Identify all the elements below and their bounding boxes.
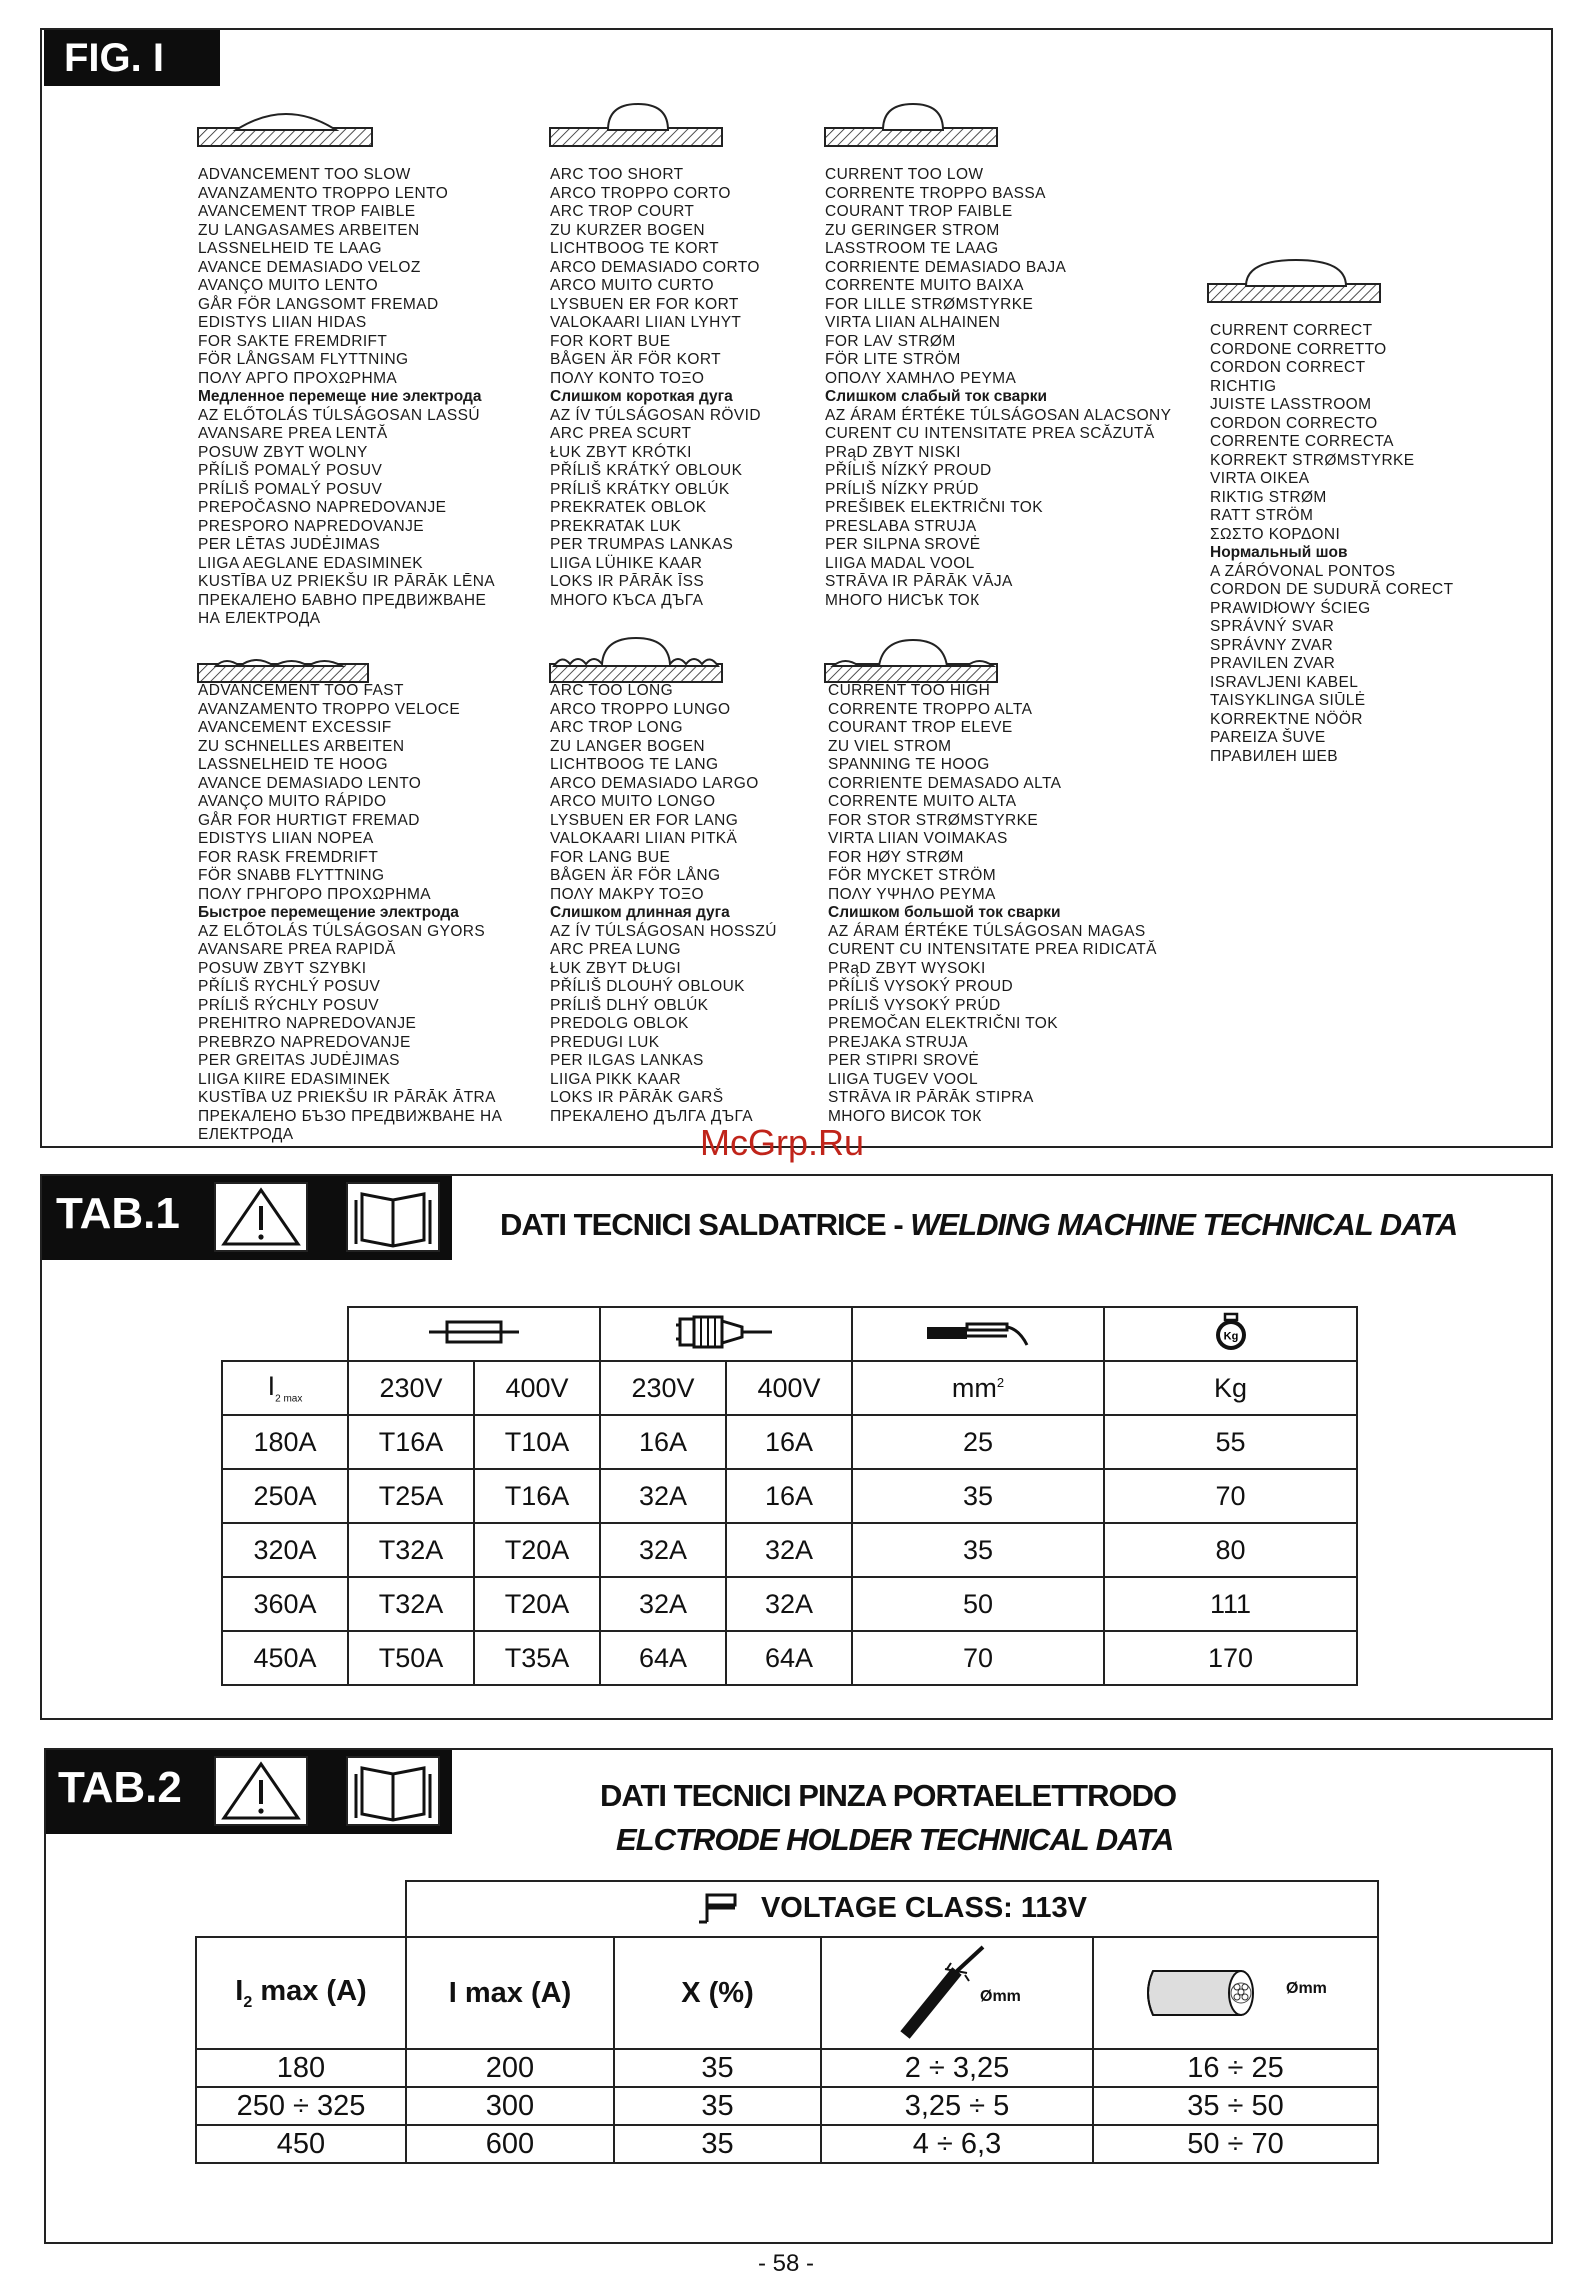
fig1-text-line: ARCO DEMASIADO LARGO (550, 774, 759, 792)
fig1-text-line: FOR KORT BUE (550, 332, 671, 350)
tab1-col-header-mm (852, 1361, 1104, 1415)
fig1-text-line: ΠΟΛΥ ΑΡΓΟ ΠΡΟΧΩΡΗΜΑ (198, 369, 398, 387)
table-row (222, 1631, 1357, 1685)
weight-icon (1211, 1312, 1251, 1352)
fig1-group-advance-slow (198, 166, 495, 629)
fig1-text-line: CORRENTE TROPPO ALTA (828, 700, 1033, 718)
fig1-text-line: SPRÁVNY ZVAR (1210, 636, 1334, 654)
table-cell: 3,25 ÷ 5 (821, 2087, 1093, 2125)
fig1-text-line: PRÍLIŠ DLHÝ OBLÚK (550, 996, 709, 1014)
fig1-group-arc-long (550, 682, 777, 1126)
fig1-label: FIG. I (44, 30, 220, 86)
tab1-col-header: 400V (726, 1361, 852, 1415)
fig1-text-line: Слишком длинная дуга (550, 904, 730, 921)
tab1-col-header: 400V (474, 1361, 600, 1415)
table-cell: 16A (726, 1469, 852, 1523)
fig1-text-line: CURENT CU INTENSITATE PREA SCĂZUTĂ (825, 425, 1155, 442)
fig1-text-line: SPANNING TE HOOG (828, 756, 990, 773)
fig1-text-line: SPRÁVNÝ SVAR (1210, 618, 1335, 635)
table-row (222, 1415, 1357, 1469)
fig1-text-line: ARCO DEMASIADO CORTO (550, 258, 760, 276)
fig1-text-line: PER SILPNA SROVĖ (825, 536, 981, 553)
fig1-text-line: RIKTIG STRØM (1210, 488, 1327, 506)
fig1-text-line: ΠΟΛΥ ΥΨΗΛΟ ΡΕΥΜΑ (828, 885, 996, 903)
fig1-text-line: Слишком короткая дуга (550, 388, 733, 405)
fig1-text-line: CORDON CORRECTO (1210, 414, 1378, 432)
table-cell: 450 (196, 2125, 406, 2163)
fig1-text-line: МНОГО КЪСА ДЪГА (550, 591, 704, 609)
fig1-text-line: PREBRZO NAPREDOVANJE (198, 1033, 411, 1051)
fig1-text-line: LYSBUEN ER FOR KORT (550, 295, 739, 313)
fig1-text-line: STRĀVA IR PĀRĀK STIPRA (828, 1089, 1034, 1106)
fig1-text-line: PRESLABA STRUJA (825, 517, 977, 535)
fig1-text-line: ADVANCEMENT TOO SLOW (198, 166, 411, 183)
fig1-text-line: FOR LILLE STRØMSTYRKE (825, 295, 1034, 313)
fig1-text-line: FOR LAV STRØM (825, 332, 956, 350)
table-cell: 64A (600, 1631, 726, 1685)
fig1-text-line: ARC TROP COURT (550, 203, 695, 220)
fig1-text-line: ŁUK ZBYT DŁUGI (550, 959, 682, 977)
table-cell: 300 (406, 2087, 614, 2125)
fig1-text-line: CORRENTE TROPPO BASSA (825, 184, 1046, 202)
tab1-table (221, 1306, 1358, 1686)
fig1-group-current-correct (1210, 322, 1453, 766)
weld-bead-current-low-icon (823, 100, 1003, 150)
weld-bead-current-high-icon (823, 626, 1003, 686)
fig1-text-line: PREŠIBEK ELEKTRIČNI TOK (825, 499, 1043, 516)
tab1-i2-label: I (267, 1371, 276, 1402)
table-cell: 35 (614, 2049, 821, 2087)
tab2-voltage-class-cell (406, 1881, 1378, 1937)
tab2-i2max-header (196, 1937, 406, 2049)
fig1-text-line: LIIGA KIIRE EDASIMINEK (198, 1070, 391, 1088)
table-cell: 320A (222, 1523, 348, 1577)
fig1-text-line: JUISTE LASSTROOM (1210, 396, 1372, 413)
fig1-text-line: AVANCE DEMASIADO LENTO (198, 774, 422, 792)
fig1-text-line: VALOKAARI LIIAN LYHYT (550, 314, 742, 331)
tab2-electrode-header (821, 1937, 1093, 2049)
table-cell: 32A (600, 1577, 726, 1631)
tab1-title-italic: WELDING MACHINE TECHNICAL DATA (910, 1207, 1458, 1242)
fig1-text-line: FÖR LÅNGSAM FLYTTNING (198, 351, 409, 368)
plug-icon (676, 1315, 776, 1349)
fig1-text-line: LASSNELHEID TE LAAG (198, 240, 382, 257)
fig1-text-line: МНОГО ВИСОК ТОК (828, 1107, 982, 1125)
tab2-voltage-class: VOLTAGE CLASS: 113V (760, 1891, 1088, 1924)
table-cell: 50 (852, 1577, 1104, 1631)
table-row (196, 2125, 1378, 2163)
fig1-text-line: LOKS IR PĀRĀK GARŠ (550, 1089, 724, 1106)
weld-bead-advance-fast-icon (196, 636, 376, 686)
table-cell: 170 (1104, 1631, 1357, 1685)
fig1-text-line: PŘÍLIŠ KRÁTKÝ OBLOUK (550, 462, 743, 479)
fig1-text-line: Быстрое перемещение электрода (198, 904, 459, 921)
fig1-text-line: ЕЛЕКТРОДА (198, 1126, 294, 1143)
fig1-text-line: ARC TOO SHORT (550, 166, 684, 183)
fig1-text-line: AVANZAMENTO TROPPO VELOCE (198, 700, 461, 718)
fig1-text-line: PŘÍLIŠ DLOUHÝ OBLOUK (550, 978, 745, 995)
fig1-text-line: FÖR LITE STRÖM (825, 351, 961, 368)
fig1-text-line: CURRENT CORRECT (1210, 322, 1373, 339)
table-cell: 180A (222, 1415, 348, 1469)
table-cell: 16 ÷ 25 (1093, 2049, 1378, 2087)
fig1-text-line: PREKRATAK LUK (550, 517, 682, 535)
fig1-text-line: ŁUK ZBYT KRÓTKI (550, 443, 692, 461)
tab1-mm-label: mm (951, 1372, 997, 1403)
fig1-text-line: PRESPORO NAPREDOVANJE (198, 517, 425, 535)
fig1-text-line: STRĀVA IR PĀRĀK VĀJA (825, 573, 1013, 590)
fig1-text-line: LICHTBOOG TE KORT (550, 240, 720, 257)
tab1-mm-sup: 2 (996, 1374, 1005, 1390)
table-cell: 50 ÷ 70 (1093, 2125, 1378, 2163)
table-cell: 35 (614, 2125, 821, 2163)
fig1-text-line: PRąD ZBYT WYSOKI (828, 959, 986, 977)
table-cell: T32A (348, 1523, 474, 1577)
table-cell: 35 (614, 2087, 821, 2125)
table-cell: 70 (852, 1631, 1104, 1685)
tab2-corner-empty (196, 1881, 406, 1937)
fig1-text-line: PREJAKA STRUJA (828, 1033, 968, 1051)
table-cell: T50A (348, 1631, 474, 1685)
tab2-title-line2: ELCTRODE HOLDER TECHNICAL DATA (616, 1822, 1174, 1857)
fig1-text-line: ПРЕКАЛЕНО ДЪЛГА ДЪГА (550, 1107, 753, 1125)
fig1-text-line: AZ ÁRAM ÉRTÉKE TÚLSÁGOSAN MAGAS (828, 922, 1146, 940)
fig1-text-line: Медленное перемеще ние электрода (198, 388, 482, 405)
fig1-text-line: PŘÍLIŠ VYSOKÝ PROUD (828, 978, 1014, 995)
fig1-text-line: ARC PREA SCURT (550, 425, 692, 442)
warning-icon (214, 1756, 308, 1826)
table-cell: 70 (1104, 1469, 1357, 1523)
fig1-text-line: ARCO TROPPO LUNGO (550, 700, 731, 718)
fig1-text-line: LICHTBOOG TE LANG (550, 756, 719, 773)
cable-diameter-label: Ømm (1286, 1980, 1327, 1997)
fig1-text-line: PER ILGAS LANKAS (550, 1052, 704, 1069)
table-cell: 32A (726, 1577, 852, 1631)
table-cell: 25 (852, 1415, 1104, 1469)
weld-bead-advance-slow-icon (196, 100, 376, 150)
fig1-text-line: CORDONE CORRETTO (1210, 340, 1387, 358)
fig1-text-line: KORREKT STRØMSTYRKE (1210, 451, 1415, 469)
fig1-text-line: Слишком большой ток сварки (828, 904, 1061, 921)
fig1-text-line: COURANT TROP ELEVE (828, 719, 1013, 736)
fig1-text-line: PREDOLG OBLOK (550, 1015, 689, 1032)
fig1-text-line: EDISTYS LIIAN HIDAS (198, 314, 367, 331)
table-cell: 2 ÷ 3,25 (821, 2049, 1093, 2087)
table-cell: 35 (852, 1469, 1104, 1523)
fig1-text-line: LOKS IR PĀRĀK ĪSS (550, 573, 705, 590)
tab2-i2max-i: I (235, 1974, 244, 2007)
fig1-text-line: Слишком слабый ток сварки (825, 388, 1048, 405)
fig1-text-line: CORRENTE MUITO ALTA (828, 793, 1017, 810)
table-cell: T10A (474, 1415, 600, 1469)
fig1-text-line: POSUW ZBYT WOLNY (198, 443, 368, 461)
table-row (196, 2049, 1378, 2087)
fig1-text-line: CURENT CU INTENSITATE PREA RIDICATĂ (828, 941, 1157, 958)
fig1-text-line: AVANÇO MUITO RÁPIDO (198, 793, 387, 810)
fig1-text-line: AVANSARE PREA LENTĂ (198, 425, 388, 442)
table-row (222, 1523, 1357, 1577)
table-cell: T16A (474, 1469, 600, 1523)
fig1-text-line: ARCO MUITO CURTO (550, 277, 714, 294)
fig1-text-line: ARCO MUITO LONGO (550, 793, 716, 810)
tab2-title-line1: DATI TECNICI PINZA PORTAELETTRODO (600, 1778, 1177, 1813)
table-cell: T20A (474, 1577, 600, 1631)
fig1-text-line: LASSTROOM TE LAAG (825, 240, 999, 257)
fuse-icon (429, 1319, 519, 1345)
table-cell: 16A (600, 1415, 726, 1469)
fig1-text-line: CURRENT TOO LOW (825, 166, 984, 183)
fig1-text-line: ARCO TROPPO CORTO (550, 184, 731, 202)
fig1-text-line: PREPOČASNO NAPREDOVANJE (198, 499, 447, 516)
page-number: - 58 - (758, 2250, 815, 2277)
tab2-table (195, 1880, 1379, 2164)
fig1-text-line: AZ ÍV TÚLSÁGOSAN RÖVID (550, 406, 761, 424)
tab2-x-header: X (%) (614, 1937, 821, 2049)
tab1-cable-header (852, 1307, 1104, 1361)
table-cell: T20A (474, 1523, 600, 1577)
fig1-text-line: FÖR SNABB FLYTTNING (198, 867, 385, 884)
table-row (222, 1469, 1357, 1523)
table-cell: 250A (222, 1469, 348, 1523)
tab2-cable-header (1093, 1937, 1378, 2049)
fig1-text-line: VIRTA OIKEA (1210, 470, 1310, 487)
fig1-text-line: ZU SCHNELLES ARBEITEN (198, 737, 405, 755)
table-cell: T35A (474, 1631, 600, 1685)
fig1-text-line: LYSBUEN ER FOR LANG (550, 811, 739, 829)
table-cell: 16A (726, 1415, 852, 1469)
manual-book-icon (346, 1756, 440, 1826)
fig1-text-line: AZ ÁRAM ÉRTÉKE TÚLSÁGOSAN ALACSONY (825, 406, 1172, 424)
weight-icon-label: Kg (1223, 1330, 1238, 1342)
fig1-text-line: ARC PREA LUNG (550, 941, 681, 958)
tab2-i2max-sub: 2 (243, 1993, 253, 2011)
fig1-text-line: AZ ELŐTOLÁS TÚLSÁGOSAN GYORS (198, 922, 486, 940)
fig1-text-line: PER STIPRI SROVĖ (828, 1052, 980, 1069)
fig1-text-line: НА ЕЛЕКТРОДА (198, 610, 321, 627)
fig1-text-line: LIIGA PIKK KAAR (550, 1070, 681, 1088)
fig1-text-line: PREKRATEK OBLOK (550, 499, 707, 516)
fig1-text-line: AVANÇO MUITO LENTO (198, 277, 379, 294)
fig1-text-line: PER GREITAS JUDĖJIMAS (198, 1052, 400, 1069)
fig1-text-line: GÅR FÖR LANGSOMT FREMAD (198, 295, 439, 313)
table-cell: 250 ÷ 325 (196, 2087, 406, 2125)
fig1-text-line: PRÍLIŠ NÍZKY PRÚD (825, 480, 979, 498)
table-cell: 111 (1104, 1577, 1357, 1631)
fig1-text-line: KUSTĪBA UZ PRIEKŠU IR PĀRĀK ĀTRA (198, 1089, 496, 1106)
fig1-text-line: PRÍLIŠ VYSOKÝ PRÚD (828, 996, 1001, 1014)
cable-section-icon (1141, 1961, 1271, 2025)
table-cell: 64A (726, 1631, 852, 1685)
fig1-text-line: PREHITRO NAPREDOVANJE (198, 1015, 417, 1032)
table-cell: 32A (600, 1523, 726, 1577)
fig1-text-line: FOR SAKTE FREMDRIFT (198, 332, 388, 350)
fig1-text-line: CURRENT TOO HIGH (828, 682, 991, 699)
fig1-text-line: PŘÍLIŠ POMALÝ POSUV (198, 462, 383, 479)
tab1-weight-header (1104, 1307, 1357, 1361)
fig1-text-line: ISRAVLJENI KABEL (1210, 673, 1359, 691)
table-cell: 80 (1104, 1523, 1357, 1577)
fig1-text-line: PAREIZA ŠUVE (1210, 729, 1326, 746)
table-cell: 180 (196, 2049, 406, 2087)
fig1-text-line: CORRIENTE DEMASADO ALTA (828, 774, 1062, 792)
manual-book-icon (346, 1182, 440, 1252)
fig1-text-line: PŘÍLIŠ RYCHLÝ POSUV (198, 978, 381, 995)
tab2-imax-header: I max (A) (406, 1937, 614, 2049)
table-cell: 450A (222, 1631, 348, 1685)
fig1-text-line: ADVANCEMENT TOO FAST (198, 682, 404, 699)
fig1-text-line: ARC TROP LONG (550, 719, 683, 736)
table-cell: T32A (348, 1577, 474, 1631)
table-cell: 600 (406, 2125, 614, 2163)
fig1-text-line: PRAWIDłOWY ŚCIEG (1210, 599, 1371, 617)
fig1-text-line: PRÍLIŠ POMALÝ POSUV (198, 480, 383, 498)
fig1-text-line: PRÍLIŠ KRÁTKY OBLÚK (550, 480, 730, 498)
fig1-text-line: BÅGEN ÄR FÖR KORT (550, 351, 722, 368)
fig1-text-line: RICHTIG (1210, 377, 1277, 395)
tab1-fuse-header (348, 1307, 600, 1361)
fig1-text-line: ZU GERINGER STROM (825, 221, 1000, 239)
fig1-text-line: ZU KURZER BOGEN (550, 221, 705, 239)
fig1-text-line: KUSTĪBA UZ PRIEKŠU IR PĀRĀK LĒNA (198, 573, 496, 590)
fig1-text-line: AZ ELŐTOLÁS TÚLSÁGOSAN LASSÚ (198, 406, 480, 424)
table-cell: 200 (406, 2049, 614, 2087)
fig1-text-line: A ZÁRÓVONAL PONTOS (1210, 562, 1396, 580)
weld-bead-correct-icon (1206, 256, 1386, 306)
fig1-text-line: FOR LANG BUE (550, 848, 671, 866)
table-cell: 32A (726, 1523, 852, 1577)
fig1-text-line: PRąD ZBYT NISKI (825, 443, 961, 461)
fig1-text-line: GÅR FOR HURTIGT FREMAD (198, 811, 420, 829)
tab1-title (500, 1207, 1457, 1243)
tab1-col-header: 230V (348, 1361, 474, 1415)
fig1-text-line: ΟΠΟΛΥ ΧΑΜΗΛΟ ΡΕΥΜΑ (825, 369, 1017, 387)
welding-cable-icon (923, 1315, 1033, 1349)
fig1-text-line: ПРЕКАЛЕНО БЪЗО ПРЕДВИЖВАНЕ НА (198, 1107, 503, 1125)
fig1-text-line: PRAVILEN ZVAR (1210, 655, 1336, 672)
tab1-body (222, 1415, 1357, 1685)
fig1-text-line: CORRENTE CORRECTA (1210, 433, 1394, 450)
fig1-text-line: Нормальный шов (1210, 544, 1348, 561)
fig1-text-line: FOR STOR STRØMSTYRKE (828, 811, 1039, 829)
tab1-i2-sub: 2 max (275, 1393, 303, 1405)
fig1-text-line: TAISYKLINGA SIŪLĖ (1210, 692, 1366, 709)
tab1-label: TAB.1 (56, 1189, 180, 1238)
fig1-text-line: FOR HØY STRØM (828, 848, 964, 866)
fig1-text-line: PRÍLIŠ RÝCHLY POSUV (198, 996, 380, 1014)
electrode-holder-icon (697, 1892, 741, 1926)
fig1-text-line: KORREKTNE NÖÖR (1210, 710, 1363, 728)
fig1-text-line: CORRIENTE DEMASIADO BAJA (825, 258, 1067, 276)
fig1-text-line: LASSNELHEID TE HOOG (198, 756, 388, 773)
fig1-text-line: BÅGEN ÄR FÖR LÅNG (550, 867, 721, 884)
fig1-text-line: AVANZAMENTO TROPPO LENTO (198, 184, 449, 202)
fig1-text-line: PREDUGI LUK (550, 1033, 660, 1051)
fig1-text-line: PER TRUMPAS LANKAS (550, 536, 734, 553)
table-cell: T25A (348, 1469, 474, 1523)
table-cell: 360A (222, 1577, 348, 1631)
fig1-text-line: EDISTYS LIIAN NOPEA (198, 830, 374, 847)
fig1-text-line: ΠΟΛΥ ΓΡΗΓΟΡΟ ΠΡΟΧΩΡΗΜΑ (198, 885, 431, 903)
tab1-i2max-header (222, 1361, 348, 1415)
fig1-text-line: COURANT TROP FAIBLE (825, 203, 1013, 220)
fig1-text-line: VIRTA LIIAN VOIMAKAS (828, 830, 1008, 847)
fig1-text-line: ПРЕКАЛЕНО БАВНО ПРЕДВИЖВАНЕ (198, 591, 487, 609)
fig1-text-line: RATT STRÖM (1210, 507, 1314, 524)
fig1-text-line: AVANCEMENT EXCESSIF (198, 719, 392, 736)
fig1-text-line: VIRTA LIIAN ALHAINEN (825, 314, 1001, 331)
tab1-col-header: Kg (1104, 1361, 1357, 1415)
fig1-text-line: CORRENTE MUITO BAIXA (825, 277, 1024, 294)
warning-icon (214, 1182, 308, 1252)
fig1-text-line: FÖR MYCKET STRÖM (828, 867, 997, 884)
fig1-text-line: CORDON CORRECT (1210, 359, 1366, 376)
table-cell: 35 (852, 1523, 1104, 1577)
fig1-text-line: AZ ÍV TÚLSÁGOSAN HOSSZÚ (550, 922, 777, 940)
fig1-text-line: AVANCE DEMASIADO VELOZ (198, 258, 421, 276)
tab1-plug-header (600, 1307, 852, 1361)
tab2-i2max-rest: max (A) (252, 1974, 367, 2007)
table-cell: 55 (1104, 1415, 1357, 1469)
weld-bead-arc-long-icon (548, 626, 728, 686)
fig1-text-line: ZU LANGASAMES ARBEITEN (198, 221, 420, 239)
fig1-text-line: AVANSARE PREA RAPIDĂ (198, 941, 396, 958)
fig1-text-line: POSUW ZBYT SZYBKI (198, 959, 367, 977)
fig1-text-line: LIIGA LÜHIKE KAAR (550, 554, 703, 572)
fig1-text-line: МНОГО НИСЪК ТОК (825, 591, 980, 609)
fig1-text-line: PER LĒTAS JUDĖJIMAS (198, 536, 381, 553)
table-cell: 4 ÷ 6,3 (821, 2125, 1093, 2163)
fig1-text-line: ZU LANGER BOGEN (550, 737, 705, 755)
fig1-group-advance-fast (198, 682, 502, 1145)
fig1-text-line: CORDON DE SUDURĂ CORECT (1210, 581, 1454, 598)
watermark: McGrp.Ru (700, 1122, 865, 1163)
fig1-text-line: LIIGA TUGEV VOOL (828, 1070, 978, 1088)
fig1-text-line: LIIGA AEGLANE EDASIMINEK (198, 554, 423, 572)
table-row (222, 1577, 1357, 1631)
fig1-text-line: PREMOČAN ELEKTRIČNI TOK (828, 1015, 1058, 1032)
fig1-text-line: ZU VIEL STROM (828, 737, 952, 755)
tab2-label: TAB.2 (58, 1763, 182, 1812)
fig1-text-line: AVANCEMENT TROP FAIBLE (198, 203, 416, 220)
tab2-body (196, 2049, 1378, 2163)
tab1-title-plain: DATI TECNICI SALDATRICE - (500, 1207, 911, 1242)
fig1-text-line: LIIGA MADAL VOOL (825, 554, 975, 572)
fig1-text-line: PŘÍLIŠ NÍZKÝ PROUD (825, 462, 992, 479)
electrode-diameter-label: Ømm (980, 1988, 1021, 2005)
fig1-text-line: ПРАВИЛЕН ШЕВ (1210, 747, 1338, 765)
fig1-group-current-low (825, 166, 1171, 610)
fig1-text-line: FOR RASK FREMDRIFT (198, 848, 379, 866)
fig1-text-line: VALOKAARI LIIAN PITKÄ (550, 830, 738, 847)
fig1-text-line: ΠΟΛΥ ΚΟΝΤΟ ΤΟΞΟ (550, 369, 705, 387)
fig1-group-arc-short (550, 166, 761, 610)
table-cell: 32A (600, 1469, 726, 1523)
table-cell: 35 ÷ 50 (1093, 2087, 1378, 2125)
tab1-corner-empty (222, 1307, 348, 1361)
fig1-text-line: ARC TOO LONG (550, 682, 674, 699)
fig1-text-line: ΠΟΛΥ ΜΑΚΡΥ ΤΟΞΟ (550, 885, 704, 903)
weld-bead-arc-short-icon (548, 100, 728, 150)
table-cell: T16A (348, 1415, 474, 1469)
fig1-group-current-high (828, 682, 1157, 1126)
fig1-text-line: ΣΩΣΤΟ ΚΟΡΔΟΝΙ (1210, 525, 1341, 543)
tab1-col-header: 230V (600, 1361, 726, 1415)
table-row (196, 2087, 1378, 2125)
